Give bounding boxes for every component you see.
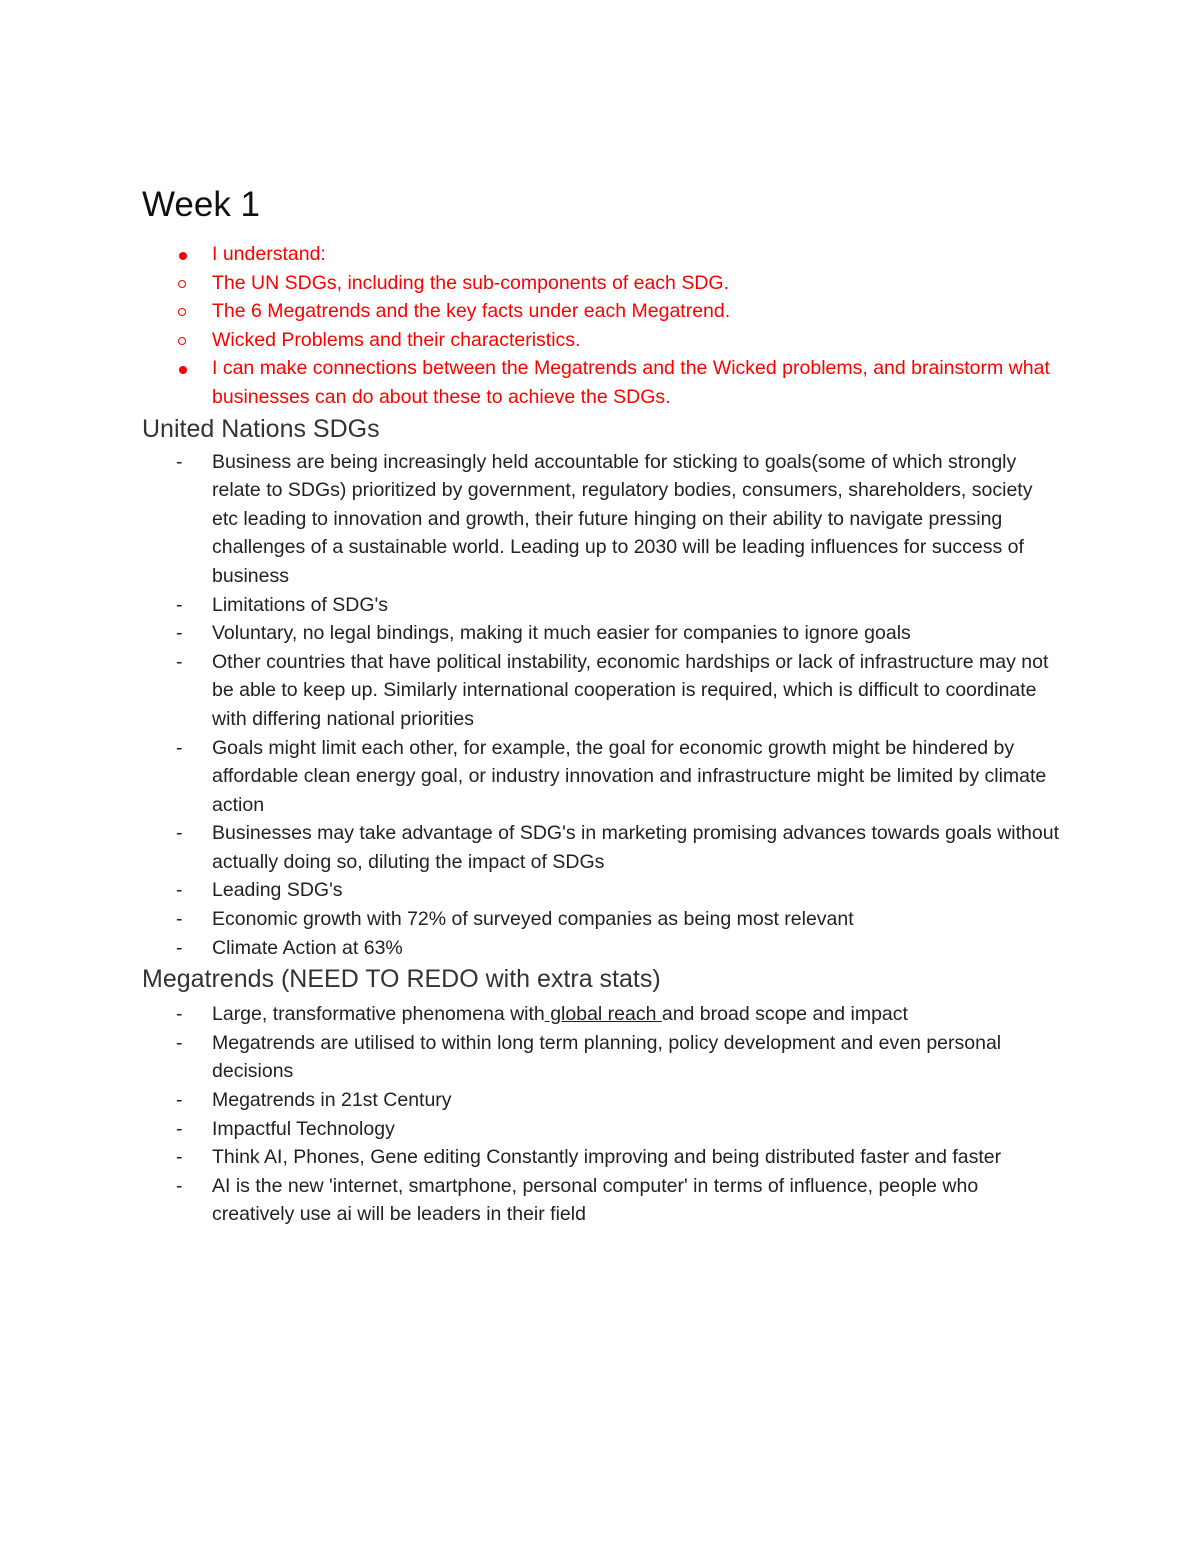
list-item-text: Business are being increasingly held accountable for sticking to goals(some of which strongly relate to SDGs) prioritized by government, regulatory bodies, consumers, shareholders, society etc leading to innovation and growth, their future hinging on their ability to navigate pressing challenges of a sustainable world. Leading up to 2030 will be leading influences for success of business bbox=[212, 450, 1033, 587]
dash-bullet-icon: - bbox=[176, 1117, 183, 1140]
list-item-text: Climate Action at 63% bbox=[212, 936, 403, 959]
list-item bbox=[142, 1086, 1062, 1229]
sdgs-list bbox=[142, 448, 1062, 963]
dash-bullet-icon: - bbox=[176, 822, 183, 845]
list-item-text: The UN SDGs, including the sub-components of each SDG. bbox=[212, 271, 729, 294]
underlined-text: global reach bbox=[544, 1003, 662, 1026]
list-item-text: Think AI, Phones, Gene editing Constantly improving and being distributed faster and faster bbox=[212, 1146, 1002, 1169]
dash-bullet-icon: - bbox=[176, 1146, 183, 1169]
bullet-dot-icon bbox=[179, 366, 187, 374]
bullet-dot-icon bbox=[179, 252, 187, 260]
list-item bbox=[142, 1143, 1062, 1172]
list-item-text: Impactful Technology bbox=[212, 1117, 395, 1140]
technology-sublist bbox=[142, 1143, 1062, 1229]
list-item-text: Other countries that have political instability, economic hardships or lack of infrastructure may not be able to keep up. Similarly international cooperation is required, which is difficult to coordinate with differing national priorities bbox=[212, 650, 1049, 730]
dash-bullet-icon: - bbox=[176, 879, 183, 902]
list-item-text: and broad scope and impact bbox=[661, 1003, 908, 1026]
dash-bullet-icon: - bbox=[176, 1089, 183, 1112]
list-item bbox=[142, 1115, 1062, 1229]
list-item bbox=[142, 591, 1062, 877]
dash-bullet-icon: - bbox=[176, 650, 183, 673]
section-heading-megatrends: Megatrends (NEED TO REDO with extra stats) bbox=[142, 965, 661, 994]
list-item bbox=[142, 1172, 1062, 1229]
list-item bbox=[142, 876, 1062, 962]
bullet-ring-icon bbox=[178, 280, 186, 288]
megatrends-list bbox=[142, 1000, 1062, 1229]
dash-bullet-icon: - bbox=[176, 1003, 183, 1026]
learning-goals-list bbox=[142, 240, 1062, 412]
list-item-text: Businesses may take advantage of SDG's in marketing promising advances towards goals without actually doing so, diluting the impact of SDGs bbox=[212, 822, 1059, 873]
leading-sublist bbox=[142, 905, 1062, 962]
dash-bullet-icon: - bbox=[176, 1174, 183, 1197]
list-item-text: Megatrends are utilised to within long term planning, policy development and even personal decisions bbox=[212, 1031, 1002, 1083]
goal-understand bbox=[142, 240, 1062, 354]
goal-connections bbox=[142, 354, 1062, 411]
list-item-text: Voluntary, no legal bindings, making it much easier for companies to ignore goals bbox=[212, 622, 911, 645]
list-item bbox=[142, 326, 1062, 355]
document-body bbox=[142, 182, 1062, 1229]
list-item bbox=[142, 269, 1062, 298]
dash-bullet-icon: - bbox=[176, 1031, 183, 1054]
list-item-text: Economic growth with 72% of surveyed companies as being most relevant bbox=[212, 908, 854, 931]
dash-bullet-icon: - bbox=[176, 450, 183, 473]
bullet-ring-icon bbox=[178, 337, 186, 345]
list-item bbox=[142, 1029, 1062, 1086]
list-item bbox=[142, 934, 1062, 963]
dash-bullet-icon: - bbox=[176, 593, 183, 616]
list-item bbox=[142, 297, 1062, 326]
list-item bbox=[142, 448, 1062, 591]
century-sublist bbox=[142, 1115, 1062, 1229]
list-item bbox=[142, 619, 1062, 648]
goal-connections-text: I can make connections between the Megatrends and the Wicked problems, and brainstorm what businesses can do about these to achieve the SDGs. bbox=[212, 357, 1050, 408]
limitations-sublist bbox=[142, 619, 1062, 876]
list-item bbox=[142, 648, 1062, 734]
list-item bbox=[142, 819, 1062, 876]
list-item-text: The 6 Megatrends and the key facts under each Megatrend. bbox=[212, 300, 731, 323]
list-item bbox=[142, 1000, 1062, 1029]
list-item bbox=[142, 734, 1062, 820]
list-item-text: Large, transformative phenomena with bbox=[212, 1003, 545, 1026]
dash-bullet-icon: - bbox=[176, 908, 183, 931]
page-title: Week 1 bbox=[142, 185, 261, 224]
list-item-text: AI is the new 'internet, smartphone, personal computer' in terms of influence, people who creatively use ai will be leaders in their field bbox=[212, 1174, 979, 1226]
list-item bbox=[142, 905, 1062, 934]
bullet-ring-icon bbox=[178, 308, 186, 316]
list-item-text: Leading SDG's bbox=[212, 879, 343, 902]
dash-bullet-icon: - bbox=[176, 736, 183, 759]
understand-sublist bbox=[142, 269, 1062, 355]
section-heading-sdgs: United Nations SDGs bbox=[142, 414, 380, 443]
goal-understand-label: I understand: bbox=[212, 243, 326, 265]
list-item-text: Goals might limit each other, for example, the goal for economic growth might be hindered by affordable clean energy goal, or industry innovation and infrastructure might be limited by climate action bbox=[212, 736, 1047, 816]
dash-bullet-icon: - bbox=[176, 622, 183, 645]
list-item-text: Wicked Problems and their characteristics. bbox=[212, 328, 581, 351]
list-item-text: Megatrends in 21st Century bbox=[212, 1089, 452, 1112]
list-item-text: Limitations of SDG's bbox=[212, 593, 389, 616]
dash-bullet-icon: - bbox=[176, 936, 183, 959]
